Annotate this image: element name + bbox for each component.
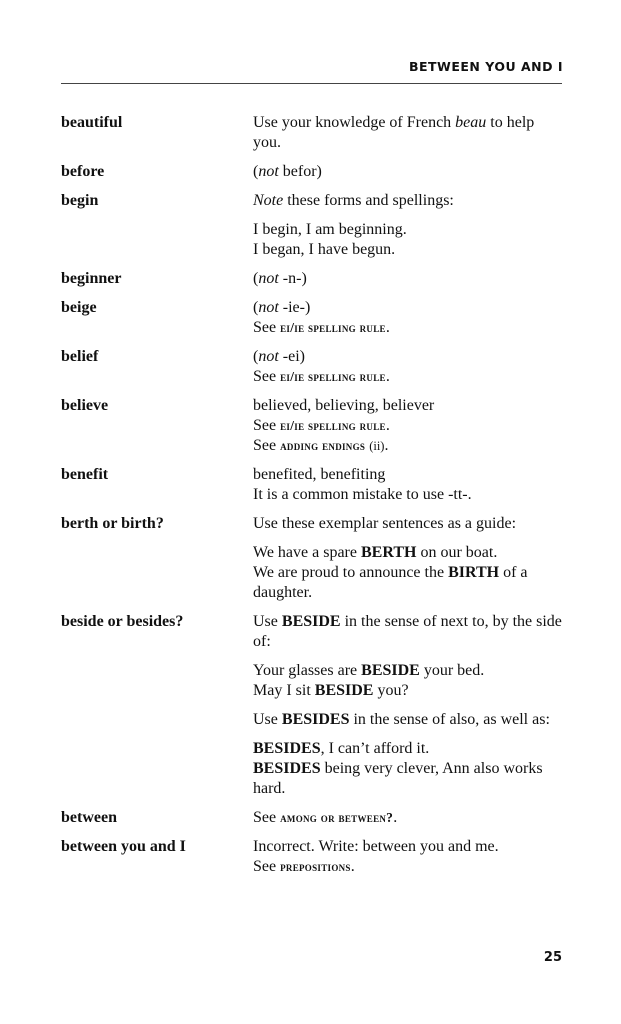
entry-definition xyxy=(253,808,562,828)
text-segment: being very clever, Ann also works hard. xyxy=(253,760,547,797)
text-segment: BESIDES xyxy=(281,711,350,728)
header-rule xyxy=(61,83,562,84)
text-segment: Use these exemplar sentences as a guide: xyxy=(253,515,517,532)
text-segment: not xyxy=(258,348,279,365)
text-segment: believed, believing, believer See xyxy=(253,397,435,434)
cross-reference: ei/ie spelling rule xyxy=(280,418,386,433)
dictionary-entry xyxy=(61,396,562,456)
definition-paragraph xyxy=(253,298,562,338)
dictionary-entry xyxy=(61,269,562,289)
text-segment: . xyxy=(385,368,390,385)
dictionary-entry xyxy=(61,465,562,505)
entry-definition xyxy=(253,514,562,603)
dictionary-entry xyxy=(61,162,562,182)
entry-term: before xyxy=(61,163,105,180)
text-segment: I begin, I am beginning. I began, I have begun. xyxy=(253,221,407,258)
text-segment: . xyxy=(350,858,355,875)
text-segment: in the sense of next to, by the side of: xyxy=(253,613,566,650)
page-number: 25 xyxy=(543,950,562,965)
text-segment: these forms and spellings: xyxy=(283,192,454,209)
text-segment: BESIDE xyxy=(281,613,341,630)
dictionary-entry xyxy=(61,808,562,828)
entry-term: between xyxy=(61,809,117,826)
entry-definition xyxy=(253,113,562,153)
definition-paragraph xyxy=(253,347,562,387)
definition-paragraph xyxy=(253,808,562,828)
text-segment: BESIDES xyxy=(253,740,321,757)
definition-paragraph xyxy=(253,465,562,505)
text-segment: We have a spare xyxy=(253,544,361,561)
definition-paragraph xyxy=(253,710,562,730)
text-segment: ( xyxy=(253,348,259,365)
cross-reference: prepositions xyxy=(280,859,351,874)
entry-term: berth or birth? xyxy=(61,515,164,532)
text-segment: BERTH xyxy=(360,544,417,561)
definition-paragraph xyxy=(253,661,562,701)
entry-term: between you and I xyxy=(61,838,186,855)
text-segment: BESIDE xyxy=(361,662,420,679)
entry-definition xyxy=(253,396,562,456)
entry-term: belief xyxy=(61,348,99,365)
cross-reference: among or between? xyxy=(280,810,394,825)
text-segment: BESIDES xyxy=(253,760,321,777)
entry-definition xyxy=(253,347,562,387)
text-segment: . See xyxy=(253,417,390,454)
text-segment: -ei) See xyxy=(253,348,305,385)
text-segment: you? xyxy=(373,682,409,699)
dictionary-entry xyxy=(61,298,562,338)
text-segment: in the sense of also, as well as: xyxy=(349,711,550,728)
text-segment: befor) xyxy=(278,163,322,180)
entry-term: benefit xyxy=(61,466,109,483)
text-segment: Note xyxy=(253,192,284,209)
definition-paragraph xyxy=(253,543,562,603)
text-segment: (ii) xyxy=(369,439,385,453)
text-segment: ( xyxy=(253,299,259,316)
entry-term: beige xyxy=(61,299,97,316)
entry-definition xyxy=(253,298,562,338)
dictionary-entry xyxy=(61,514,562,603)
text-segment: BESIDE xyxy=(314,682,374,699)
text-segment: not xyxy=(258,299,279,316)
text-segment: Use your knowledge of French xyxy=(253,114,456,131)
dictionary-entry xyxy=(61,113,562,153)
text-segment: your bed. May I sit xyxy=(253,662,485,699)
dictionary-entry xyxy=(61,191,562,260)
entry-definition xyxy=(253,612,566,799)
text-segment: . xyxy=(393,809,398,826)
cross-reference: ei/ie spelling rule xyxy=(280,320,386,335)
entry-term: beautiful xyxy=(61,114,123,131)
text-segment: Incorrect. Write: between you and me. See xyxy=(253,838,499,875)
text-segment: of a daughter. xyxy=(253,564,532,601)
entry-term: believe xyxy=(61,397,109,414)
definition-paragraph xyxy=(253,739,562,799)
text-segment: ( xyxy=(253,163,259,180)
definition-paragraph xyxy=(253,837,562,877)
text-segment: BIRTH xyxy=(448,564,500,581)
dictionary-entry xyxy=(61,612,566,799)
definition-paragraph xyxy=(253,191,562,211)
text-segment: , I can’t afford it. xyxy=(320,740,430,757)
text-segment: benefited, benefiting It is a common mistake to use -tt-. xyxy=(253,466,472,503)
entry-definition xyxy=(253,162,562,182)
text-segment: -ie-) See xyxy=(253,299,311,336)
text-segment: . xyxy=(384,437,389,454)
entry-definition xyxy=(253,269,562,289)
definition-paragraph xyxy=(253,113,562,153)
text-segment: ( xyxy=(253,270,259,287)
dictionary-entries xyxy=(61,113,566,886)
text-segment: Your glasses are xyxy=(253,662,362,679)
text-segment: not xyxy=(258,270,279,287)
text-segment: See xyxy=(253,809,281,826)
cross-reference: adding endings xyxy=(280,438,366,453)
text-segment: -n-) xyxy=(278,270,307,287)
definition-paragraph xyxy=(253,612,566,652)
cross-reference: ei/ie spelling rule xyxy=(280,369,386,384)
entry-definition xyxy=(253,465,562,505)
entry-definition xyxy=(253,837,562,877)
definition-paragraph xyxy=(253,396,562,456)
text-segment: beau xyxy=(455,114,487,131)
running-head: BETWEEN YOU AND I xyxy=(408,59,563,74)
definition-paragraph xyxy=(253,162,562,182)
text-segment: . xyxy=(385,319,390,336)
text-segment: to help you. xyxy=(253,114,539,151)
entry-definition xyxy=(253,191,562,260)
text-segment: not xyxy=(258,163,279,180)
entry-term: begin xyxy=(61,192,99,209)
text-segment: Use xyxy=(253,711,282,728)
entry-term: beside or besides? xyxy=(61,613,184,630)
definition-paragraph xyxy=(253,514,562,534)
entry-term: beginner xyxy=(61,270,122,287)
text-segment: on our boat. We are proud to announce the xyxy=(253,544,498,581)
dictionary-entry xyxy=(61,347,562,387)
definition-paragraph xyxy=(253,220,562,260)
text-segment: Use xyxy=(253,613,282,630)
definition-paragraph xyxy=(253,269,562,289)
dictionary-entry xyxy=(61,837,562,877)
